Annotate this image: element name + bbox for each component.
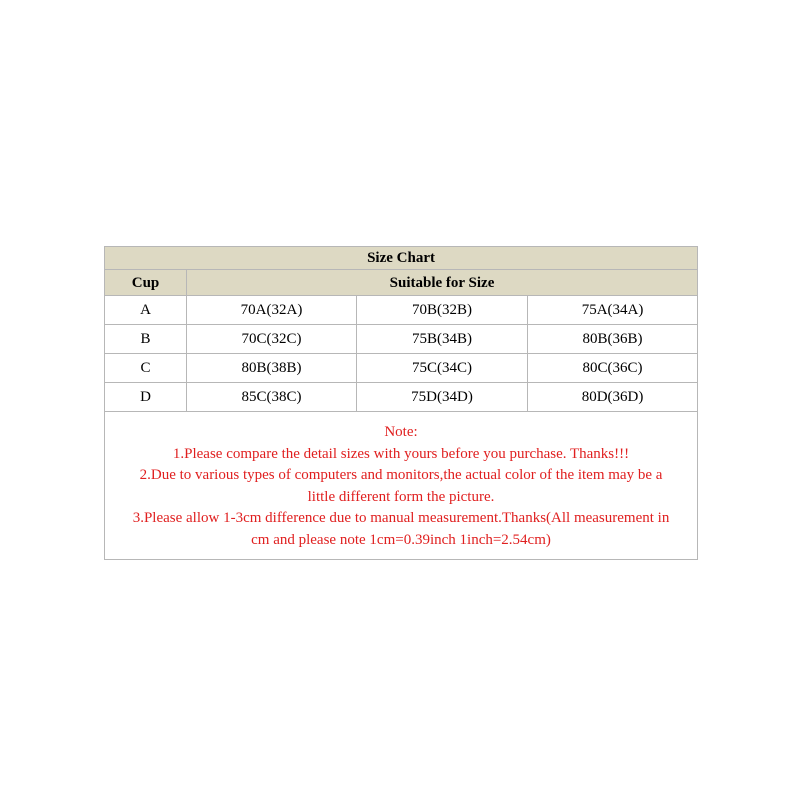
table-title: Size Chart xyxy=(105,247,698,270)
size-chart-table xyxy=(104,246,698,560)
cup-cell: A xyxy=(105,296,187,325)
note-line: cm and please note 1cm=0.39inch 1inch=2.54cm) xyxy=(251,531,551,548)
note-line: 2.Due to various types of computers and monitors,the actual color of the item may be a xyxy=(139,467,663,483)
table-row xyxy=(105,354,698,383)
title-row xyxy=(105,247,698,270)
cup-cell: D xyxy=(105,383,187,412)
size-cell: 85C(38C) xyxy=(187,383,357,412)
note-line: 3.Please allow 1-3cm difference due to manual measurement.Thanks(All measurement in xyxy=(132,510,670,526)
cup-header: Cup xyxy=(105,270,187,296)
note-cell xyxy=(105,412,698,560)
header-row xyxy=(105,270,698,296)
size-cell: 80C(36C) xyxy=(528,354,698,383)
note-row xyxy=(105,412,698,560)
size-cell: 75A(34A) xyxy=(528,296,698,325)
note-heading: Note: xyxy=(384,424,418,440)
size-cell: 80B(38B) xyxy=(187,354,357,383)
size-cell: 75D(34D) xyxy=(357,383,528,412)
size-cell: 80D(36D) xyxy=(528,383,698,412)
size-cell: 80B(36B) xyxy=(528,325,698,354)
size-cell: 70A(32A) xyxy=(187,296,357,325)
table-row xyxy=(105,325,698,354)
note-line: little different form the picture. xyxy=(307,488,495,505)
cup-cell: C xyxy=(105,354,187,383)
cup-cell: B xyxy=(105,325,187,354)
sizes-header: Suitable for Size xyxy=(187,270,698,296)
size-cell: 70C(32C) xyxy=(187,325,357,354)
size-cell: 75C(34C) xyxy=(357,354,528,383)
table-row xyxy=(105,296,698,325)
note-line: 1.Please compare the detail sizes with yours before you purchase. Thanks!!! xyxy=(172,445,630,462)
table-row xyxy=(105,383,698,412)
size-cell: 75B(34B) xyxy=(357,325,528,354)
size-cell: 70B(32B) xyxy=(357,296,528,325)
